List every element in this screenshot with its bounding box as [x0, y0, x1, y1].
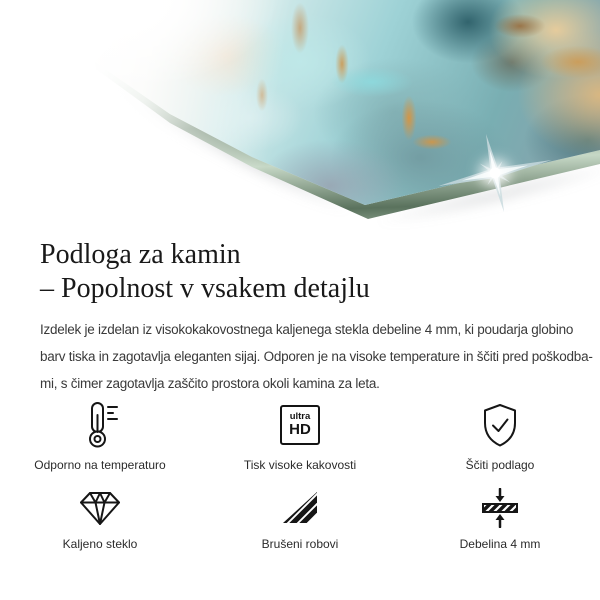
- feature-label: Brušeni robovi: [261, 537, 339, 551]
- feature-label: Tisk visoke kakovosti: [243, 458, 357, 472]
- thickness-icon: [480, 488, 520, 528]
- shield-check-icon: [478, 402, 522, 448]
- feature-label: Ščiti podlago: [465, 458, 535, 472]
- feature-temperature: [0, 401, 200, 472]
- description-line: mi, s čimer zagotavlja zaščito prostora okoli kamina za leta.: [40, 376, 380, 391]
- feature-protection: [400, 401, 600, 472]
- thermometer-icon: [80, 401, 120, 449]
- feature-label: Debelina 4 mm: [459, 537, 541, 551]
- description-line: Izdelek je izdelan iz visokokakovostnega kaljenega stekla debeline 4 mm, ki poudarja globino: [40, 322, 574, 337]
- features-grid: [0, 401, 600, 551]
- feature-thickness: [400, 488, 600, 551]
- feature-label: Odporno na temperaturo: [34, 458, 166, 472]
- title-line-2: – Popolnost v vsakem detajlu: [40, 273, 370, 304]
- polished-edges-icon: [280, 490, 320, 526]
- feature-tempered-glass: [0, 488, 200, 551]
- feature-polished-edges: [200, 488, 400, 551]
- sparkle-glint-icon: [430, 118, 560, 228]
- product-description: [40, 316, 593, 397]
- feature-print-quality: [200, 401, 400, 472]
- title-line-1: Podloga za kamin: [40, 239, 241, 270]
- page-title: [40, 238, 560, 306]
- description-line: barv tiska in zagotavlja eleganten sijaj. Odporen je na visoke temperature in ščiti pred poškodba-: [40, 349, 593, 364]
- hero-product-image: [0, 0, 600, 230]
- ultra-hd-text-bottom: HD: [289, 421, 311, 438]
- sparkle-glow: [480, 160, 510, 186]
- ultra-hd-text-top: ultra: [289, 411, 311, 422]
- ultra-hd-icon: [280, 405, 320, 445]
- diamond-icon: [77, 488, 123, 528]
- feature-label: Kaljeno steklo: [62, 537, 138, 551]
